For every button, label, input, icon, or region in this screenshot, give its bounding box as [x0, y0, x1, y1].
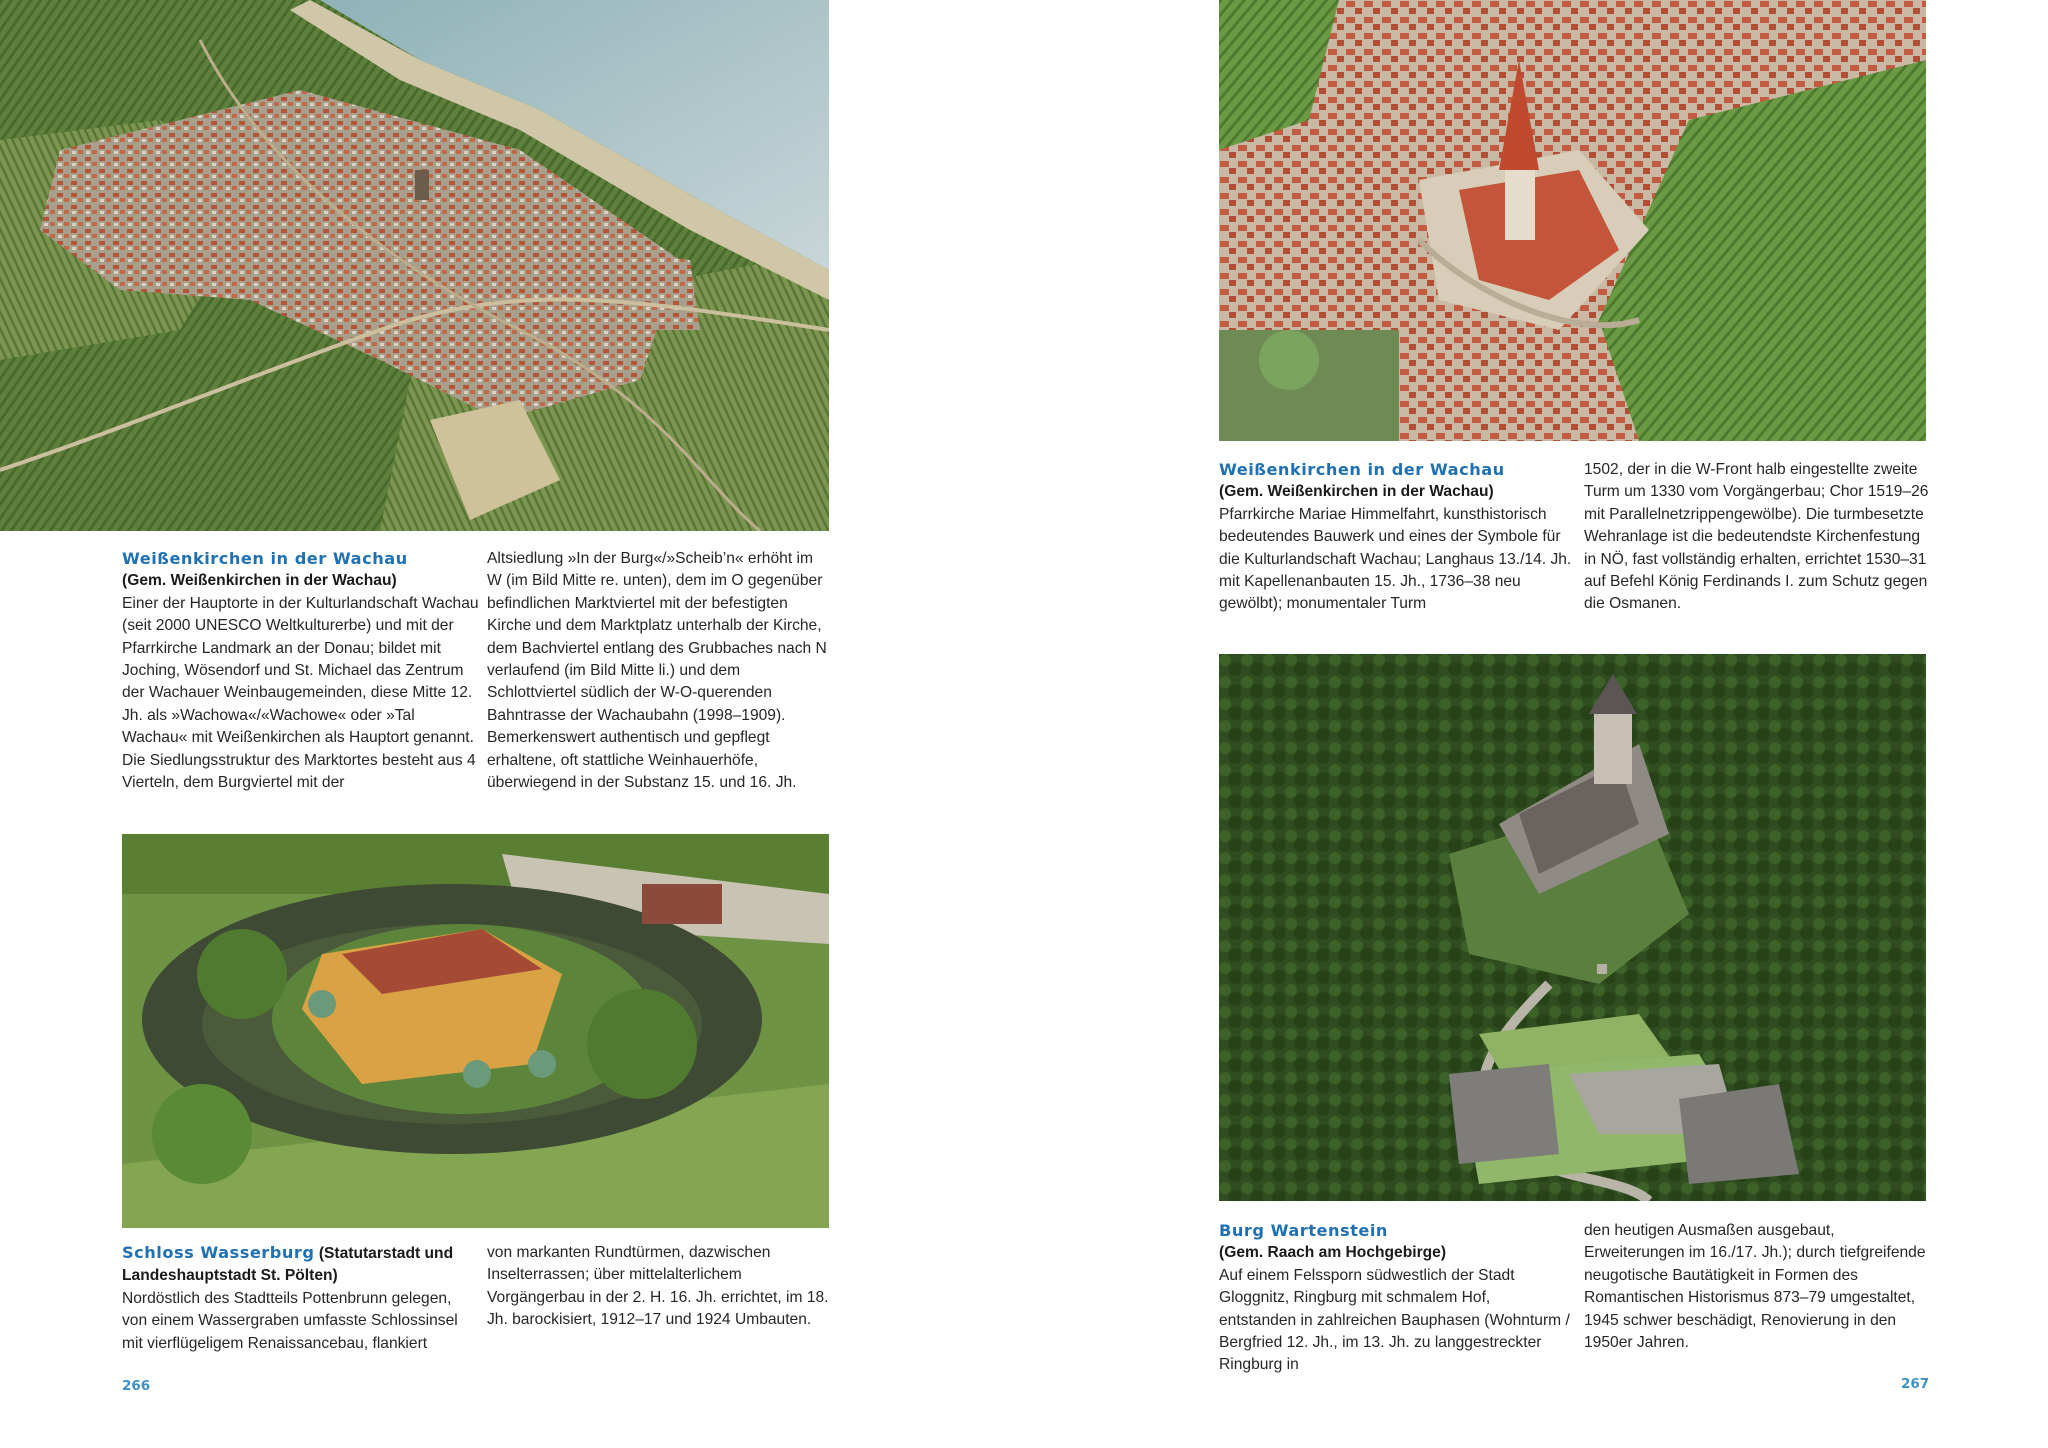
entry-subtitle-line2: Landeshauptstadt St. Pölten) — [122, 1267, 338, 1285]
photo-pfarrkirche-weissenkirchen — [1219, 0, 1926, 441]
entry-body: Altsiedlung »In der Burg«/»Scheib’n« erhöht im W (im Bild Mitte re. unten), dem im O gegenüber befindlichen Marktviertel mit der befestigten Kirche und dem Marktplatz unterhalb der Kirche, dem Bachviertel entlang des Grubbaches nach N verlaufend (im Bild Mitte li.) und dem Schlottviertel südlich der W-O-querenden Bahntrasse der Wachaubahn (1998–1909). Bemerkenswert authentisch und gepflegt erhaltene, oft stattliche Weinhauerhöfe, überwiegend in der Substanz 15. und 16. Jh. — [487, 550, 827, 792]
entry-wasserburg-col2 — [487, 1242, 829, 1332]
entry-title: Schloss Wasserburg — [122, 1243, 315, 1262]
entry-body: Nordöstlich des Stadtteils Pottenbrunn gelegen, von einem Wassergraben umfasste Schlossinsel mit vierflügeligem Renaissancebau, flankiert — [122, 1289, 458, 1352]
entry-body: 1502, der in die W-Front halb eingestellte zweite Turm um 1330 vom Vorgängerbau; Chor 1519–26 mit Parallelnetzrippengewölbe). Die turmbesetzte Wehranlage ist die bedeutendste Kirchenfestung in NÖ, fast vollständig erhalten, errichtet 1530–31 auf Befehl König Ferdinands I. zum Schutz gegen die Osmanen. — [1584, 461, 1929, 613]
photo-weissenkirchen-aerial — [0, 0, 829, 531]
entry-wartenstein-col1 — [1219, 1220, 1571, 1377]
photo-burg-wartenstein — [1219, 654, 1926, 1201]
page-number-right: 267 — [1901, 1376, 1930, 1392]
entry-body: Auf einem Felssporn südwestlich der Stadt Gloggnitz, Ringburg mit schmalem Hof, entstanden in zahlreichen Bauphasen (Wohnturm / Bergfried 12. Jh., im 13. Jh. zu langgestreckter Ringburg in — [1219, 1266, 1570, 1374]
entry-body: den heutigen Ausmaßen ausgebaut, Erweiterungen im 16./17. Jh.); durch tiefgreifende neugotische Bautätigkeit in Formen des Romantischen Historismus 873–79 umgestaltet, 1945 schwer beschädigt, Renovierung in den 1950er Jahren. — [1584, 1222, 1926, 1352]
entry-weissenkirchen-right-col2 — [1584, 459, 1929, 616]
entry-title: Weißenkirchen in der Wachau — [122, 549, 408, 568]
entry-wasserburg-col1 — [122, 1242, 467, 1355]
entry-subtitle: (Gem. Weißenkirchen in der Wachau) — [122, 572, 397, 590]
entry-subtitle: (Gem. Raach am Hochgebirge) — [1219, 1244, 1447, 1262]
entry-wartenstein-col2 — [1584, 1220, 1929, 1354]
entry-body: Pfarrkirche Mariae Himmelfahrt, kunsthistorisch bedeutendes Bauwerk und eines der Symbole für die Kulturlandschaft Wachau; Langhaus 13./14. Jh. mit Kapellenanbauten 15. Jh., 1736–38 neu gewölbt); monumentaler Turm — [1219, 505, 1572, 613]
entry-weissenkirchen-left-col2 — [487, 548, 829, 794]
entry-subtitle: (Statutarstadt und — [318, 1245, 454, 1262]
entry-body: Einer der Hauptorte in der Kulturlandschaft Wachau (seit 2000 UNESCO Weltkulturerbe) und mit der Pfarrkirche Landmark an der Donau; bildet mit Joching, Wösendorf und St. Michael das Zentrum der Wachauer Weinbaugemeinden, diese Mitte 12. Jh. als »Wachowa«/«Wachowe« oder »Tal Wachau« mit Weißenkirchen als Hauptort genannt. Die Siedlungsstruktur des Marktortes besteht aus 4 Vierteln, dem Burgviertel mit der — [122, 594, 479, 792]
page-number-left: 266 — [122, 1378, 151, 1394]
entry-weissenkirchen-left-col1 — [122, 548, 482, 794]
entry-title: Weißenkirchen in der Wachau — [1219, 460, 1505, 479]
entry-title: Burg Wartenstein — [1219, 1221, 1388, 1240]
photo-schloss-wasserburg — [122, 834, 829, 1228]
entry-body: von markanten Rundtürmen, dazwischen Inselterrassen; über mittelalterlichem Vorgängerbau in der 2. H. 16. Jh. errichtet, im 18. Jh. barockisiert, 1912–17 und 1924 Umbauten. — [487, 1244, 829, 1329]
entry-subtitle: (Gem. Weißenkirchen in der Wachau) — [1219, 483, 1494, 501]
entry-weissenkirchen-right-col1 — [1219, 459, 1574, 616]
